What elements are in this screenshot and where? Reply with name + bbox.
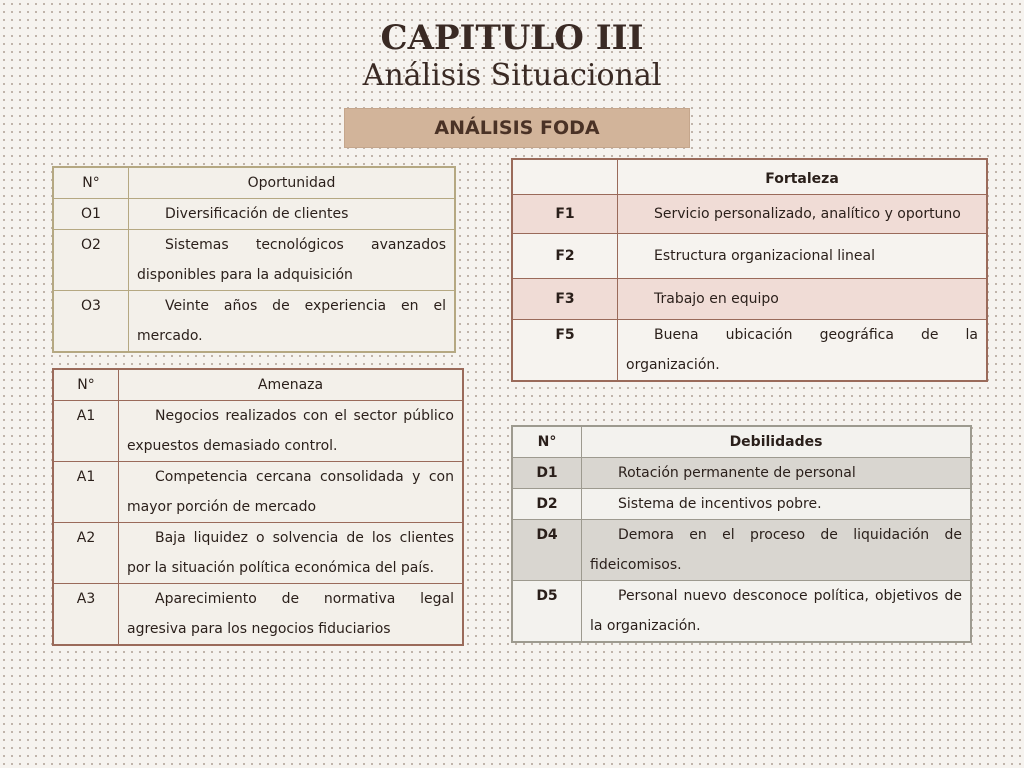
row-id: O2 (53, 230, 129, 291)
row-id: F5 (512, 320, 618, 382)
table-header-row (53, 369, 463, 401)
row-text: Baja liquidez o solvencia de los clientes por la situación política económica del país. (119, 523, 464, 584)
row-id: A1 (53, 401, 119, 462)
row-id: D5 (512, 581, 582, 643)
table-row (512, 234, 987, 279)
row-text: Demora en el proceso de liquidación de fideicomisos. (582, 520, 972, 581)
row-id: D4 (512, 520, 582, 581)
table-row (53, 230, 455, 291)
column-header-fortaleza: Fortaleza (618, 159, 988, 195)
table-row (512, 320, 987, 382)
table-row (53, 401, 463, 462)
row-id: O3 (53, 291, 129, 353)
row-text: Competencia cercana consolidada y con mayor porción de mercado (119, 462, 464, 523)
column-header-number (512, 159, 618, 195)
foda-banner: ANÁLISIS FODA (344, 108, 690, 148)
table-row (512, 195, 987, 234)
row-text: Negocios realizados con el sector público expuestos demasiado control. (119, 401, 464, 462)
row-id: F1 (512, 195, 618, 234)
row-text: Rotación permanente de personal (582, 458, 972, 489)
column-header-number: N° (53, 167, 129, 199)
row-id: D1 (512, 458, 582, 489)
oportunidades-table (52, 166, 456, 353)
debilidades-table (511, 425, 972, 643)
table-row (53, 291, 455, 353)
table-row (53, 584, 463, 646)
table-header-row (53, 167, 455, 199)
row-id: O1 (53, 199, 129, 230)
table-row (512, 279, 987, 320)
table-row (512, 458, 971, 489)
page-subtitle: Análisis Situacional (362, 58, 662, 93)
fortalezas-table (511, 158, 988, 382)
page-title: CAPITULO III (380, 18, 644, 58)
row-id: F3 (512, 279, 618, 320)
table-header-row (512, 426, 971, 458)
table-row (53, 462, 463, 523)
row-text: Sistemas tecnológicos avanzados disponibles para la adquisición (129, 230, 456, 291)
column-header-number: N° (512, 426, 582, 458)
row-text: Diversificación de clientes (129, 199, 456, 230)
table-row (512, 520, 971, 581)
table-row (53, 523, 463, 584)
column-header-number: N° (53, 369, 119, 401)
row-text: Veinte años de experiencia en el mercado. (129, 291, 456, 353)
row-text: Sistema de incentivos pobre. (582, 489, 972, 520)
table-row (53, 199, 455, 230)
column-header-debilidades: Debilidades (582, 426, 972, 458)
table-row (512, 489, 971, 520)
row-text: Buena ubicación geográfica de la organización. (618, 320, 988, 382)
column-header-amenaza: Amenaza (119, 369, 464, 401)
row-text: Aparecimiento de normativa legal agresiva para los negocios fiduciarios (119, 584, 464, 646)
row-text: Trabajo en equipo (618, 279, 988, 320)
row-text: Personal nuevo desconoce política, objetivos de la organización. (582, 581, 972, 643)
table-row (512, 581, 971, 643)
column-header-oportunidad: Oportunidad (129, 167, 456, 199)
table-header-row (512, 159, 987, 195)
row-text: Estructura organizacional lineal (618, 234, 988, 279)
row-id: A2 (53, 523, 119, 584)
row-id: D2 (512, 489, 582, 520)
row-id: F2 (512, 234, 618, 279)
row-id: A1 (53, 462, 119, 523)
amenazas-table (52, 368, 464, 646)
row-id: A3 (53, 584, 119, 646)
row-text: Servicio personalizado, analítico y oportuno (618, 195, 988, 234)
